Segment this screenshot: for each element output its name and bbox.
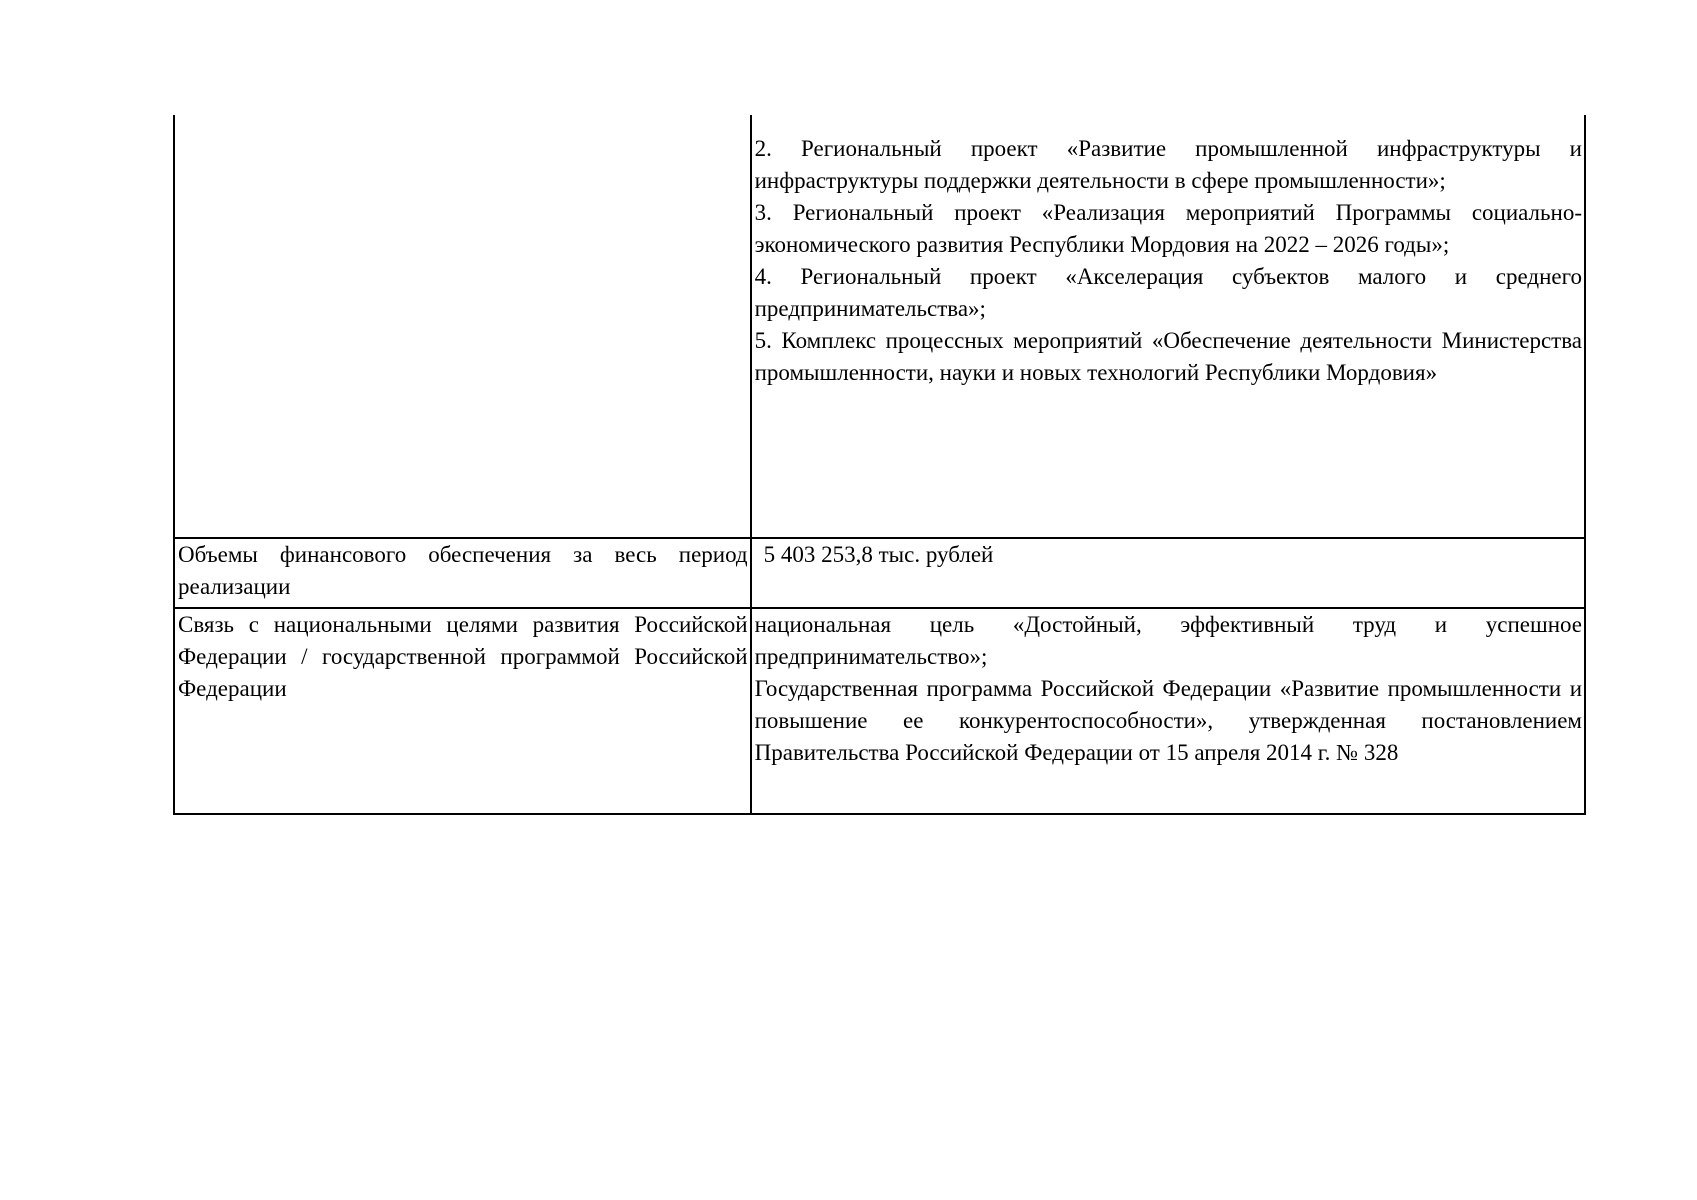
table-cell-empty-label [174, 115, 751, 538]
table-row-projects-continued [174, 115, 1585, 538]
state-program-item: Государственная программа Российской Федерации «Развитие промышленности и повышение ее конкурентоспособности», утвержденная постановлением Правительства Российской Федерации от 15 апреля 2014 г. № 328 [754, 676, 1582, 765]
list-item-project-5: 5. Комплекс процессных мероприятий «Обеспечение деятельности Министерства промышленности, науки и новых технологий Республики Мордовия» [754, 328, 1582, 385]
table-cell-projects-list [751, 115, 1585, 538]
program-passport-table [173, 115, 1586, 815]
financing-label: Объемы финансового обеспечения за весь период реализации [174, 538, 751, 608]
table-row-national-goals [174, 608, 1585, 814]
list-item-project-4: 4. Региональный проект «Акселерация субъектов малого и среднего предпринимательства»; [754, 264, 1582, 321]
table-row-financing [174, 538, 1585, 608]
list-item-project-2: 2. Региональный проект «Развитие промышленной инфраструктуры и инфраструктуры поддержки деятельности в сфере промышленности»; [754, 136, 1582, 193]
national-goals-value [751, 608, 1585, 814]
financing-value: 5 403 253,8 тыс. рублей [751, 538, 1585, 608]
list-item-project-3: 3. Региональный проект «Реализация мероприятий Программы социально-экономического развития Республики Мордовия на 2022 – 2026 годы»; [754, 200, 1582, 257]
national-goal-item: национальная цель «Достойный, эффективный труд и успешное предпринимательство»; [754, 612, 1582, 669]
national-goals-label: Связь с национальными целями развития Российской Федерации / государственной программой Российской Федерации [174, 608, 751, 814]
